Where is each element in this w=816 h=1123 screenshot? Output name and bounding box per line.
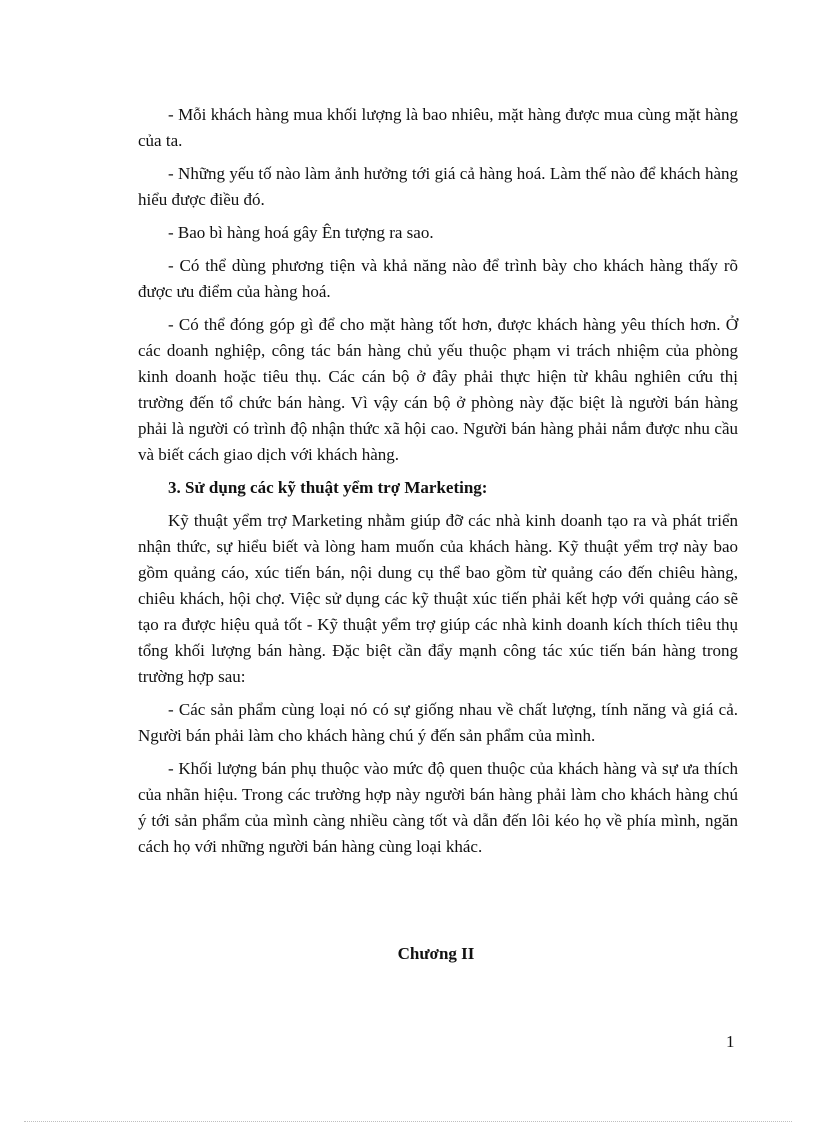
- paragraph-sales-volume: - Khối lượng bán phụ thuộc vào mức độ quen thuộc của khách hàng và sự ưa thích của nhãn hiệu. Trong các trường hợp này người bán hàng phải làm cho khách hàng chú ý tới sản phẩm của mình càng nhiều càng tốt và dẫn đến lôi kéo họ về phía mình, ngăn cách họ với những người bán hàng cùng loại khác.: [138, 759, 738, 856]
- paragraph-presentation: - Có thể dùng phương tiện và khả năng nào để trình bày cho khách hàng thấy rõ được ưu điểm của hàng hoá.: [138, 256, 738, 301]
- chapter-title: Chương II: [397, 944, 475, 963]
- paragraph-price-factors: - Những yếu tố nào làm ảnh hưởng tới giá cả hàng hoá. Làm thế nào để khách hàng hiểu được điều đó.: [138, 164, 738, 209]
- paragraph-customer-volume: - Mỗi khách hàng mua khối lượng là bao nhiêu, mặt hàng được mua cùng mặt hàng của ta.: [138, 105, 738, 150]
- paragraph-similar-products: - Các sản phẩm cùng loại nó có sự giống nhau về chất lượng, tính năng và giá cả. Người bán phải làm cho khách hàng chú ý đến sản phẩm của mình.: [138, 700, 738, 745]
- paragraph-marketing-support: Kỹ thuật yểm trợ Marketing nhằm giúp đỡ các nhà kinh doanh tạo ra và phát triển nhận thức, sự hiểu biết và lòng ham muốn của khách hàng. Kỹ thuật yểm trợ này bao gồm quảng cáo, xúc tiến bán, nội dung cụ thể bao gồm từ quảng cáo đến chiêu hàng, chiêu khách, hội chợ. Việc sử dụng các kỹ thuật xúc tiến phải kết hợp với quảng cáo sẽ tạo ra được hiệu quả tốt - Kỹ thuật yểm trợ giúp các nhà kinh doanh kích thích tiêu thụ tổng khối lượng bán hàng. Đặc biệt cần đẩy mạnh công tác xúc tiến bán hàng trong trường hợp sau:: [138, 511, 738, 686]
- section-heading: 3. Sử dụng các kỹ thuật yểm trợ Marketing:: [168, 478, 488, 497]
- page-bottom-divider: [24, 1121, 792, 1122]
- page-body: [138, 102, 738, 867]
- paragraph-packaging: - Bao bì hàng hoá gây Ên tượng ra sao.: [168, 223, 434, 242]
- paragraph-improvement: - Có thể đóng góp gì để cho mặt hàng tốt hơn, được khách hàng yêu thích hơn. Ở các doanh nghiệp, công tác bán hàng chủ yếu thuộc phạm vi trách nhiệm của phòng kinh doanh hoặc tiêu thụ. Các cán bộ ở đây phải thực hiện từ khâu nghiên cứu thị trường đến tổ chức bán hàng. Vì vậy cán bộ ở phòng này đặc biệt là người bán hàng phải là người có trình độ nhận thức xã hội cao. Người bán hàng phải nắm được nhu cầu và biết cách giao dịch với khách hàng.: [138, 315, 738, 464]
- page-number: 1: [726, 1032, 735, 1051]
